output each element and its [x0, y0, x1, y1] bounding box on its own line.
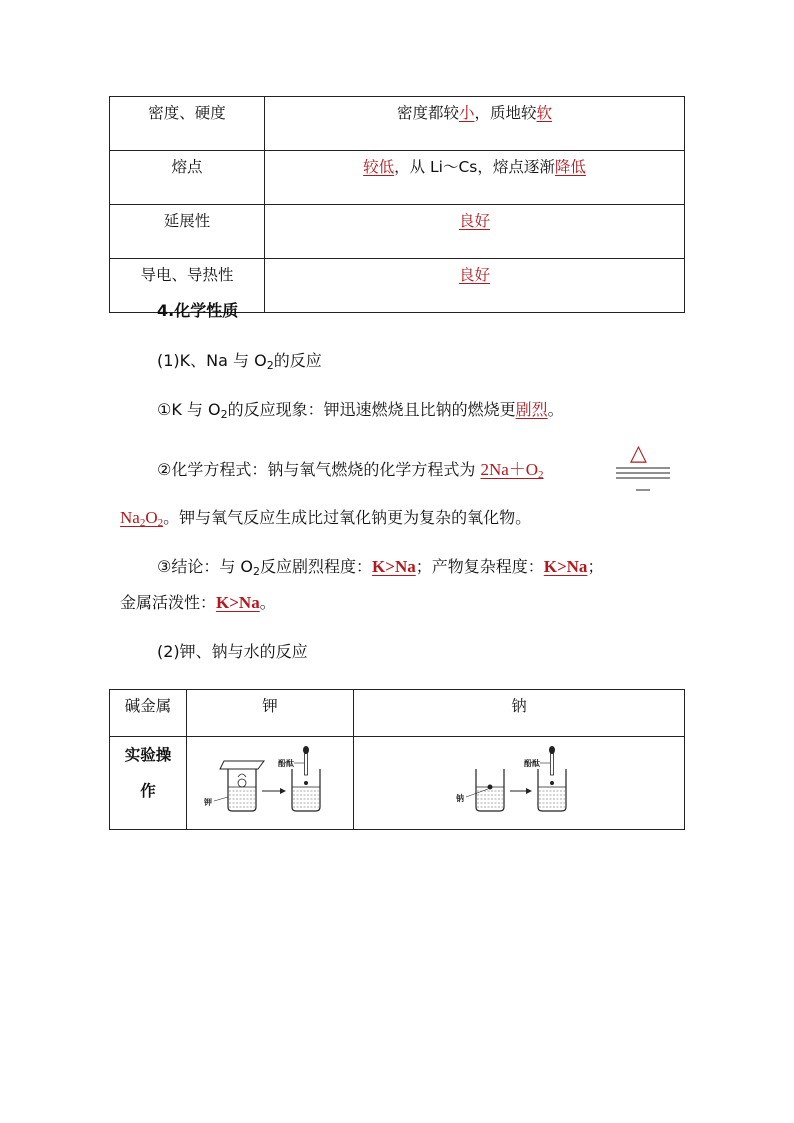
row-value: 良好: [265, 205, 685, 259]
table-row: [110, 205, 685, 259]
heat-symbol: △: [630, 441, 647, 466]
row-value: 良好: [265, 259, 685, 313]
potassium-experiment-figure: [187, 737, 354, 830]
header-cell: 钾: [187, 690, 354, 737]
header-cell: 钠: [354, 690, 685, 737]
beaker-apparatus-icon: [200, 745, 340, 817]
item-reaction-phenomenon: ①K 与 $O_2$的反应现象：钾迅速燃烧且比钠的燃烧更剧烈。: [157, 400, 564, 421]
row-label: 实验操 作: [110, 737, 187, 830]
row-label: 延展性: [110, 205, 265, 259]
equation-right: $Na_2O_2$: [120, 508, 164, 529]
row-value: 密度都较小，质地较软: [265, 97, 685, 151]
potassium-label: 钾: [204, 798, 212, 807]
row-label: 导电、导热性: [110, 259, 265, 313]
subsection-2-title: (2)钾、钠与水的反应: [157, 642, 308, 661]
item-conclusion-cont: 金属活泼性：K>Na。: [120, 593, 276, 612]
header-cell: 碱金属: [110, 690, 187, 737]
physical-properties-table: [109, 96, 685, 313]
row-value: 较低，从 Li～Cs，熔点逐渐降低: [265, 151, 685, 205]
row-label: 密度、硬度: [110, 97, 265, 151]
section-heading: 4.化学性质: [157, 301, 239, 320]
item-conclusion: ③结论：与 $O_2$反应剧烈程度：K>Na；产物复杂程度：K>Na；: [157, 557, 604, 578]
table-row: [110, 151, 685, 205]
beaker-apparatus-icon: [454, 745, 584, 817]
reaction-condition: [616, 441, 670, 496]
row-label: 熔点: [110, 151, 265, 205]
item-equation-intro: ②化学方程式：钠与氧气燃烧的化学方程式为 $2Na+O_2$: [157, 460, 544, 481]
table-row: [110, 737, 685, 830]
table-row: [110, 97, 685, 151]
equation-left: $2Na+O_2$: [480, 460, 544, 481]
water-reaction-table: [109, 689, 685, 830]
sodium-experiment-figure: [354, 737, 685, 830]
phenolphthalein-label: 酚酞: [278, 759, 294, 768]
subsection-1-title: (1)K、Na 与 $O_2$的反应: [157, 351, 322, 372]
item-equation-result: $Na_2O_2$。钾与氧气反应生成比过氧化钠更为复杂的氧化物。: [120, 508, 532, 529]
table-header-row: [110, 690, 685, 737]
phenolphthalein-label: 酚酞: [524, 759, 540, 768]
sodium-label: 钠: [456, 794, 464, 803]
equals-sign-icon: [616, 446, 670, 496]
